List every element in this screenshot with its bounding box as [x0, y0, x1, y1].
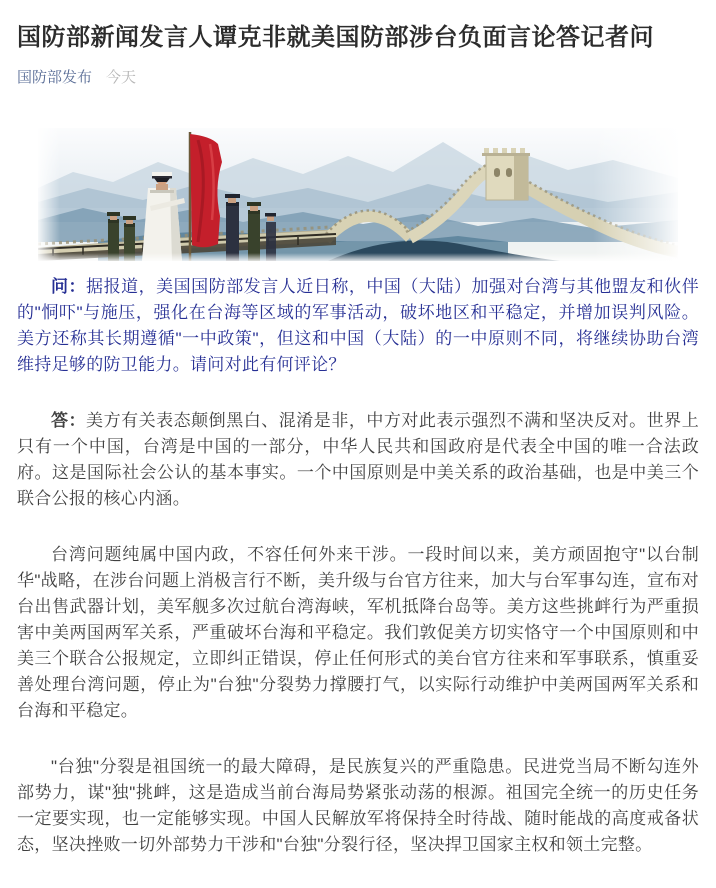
account-link[interactable]: 国防部发布	[17, 69, 93, 87]
answer-paragraph-3: "台独"分裂是祖国统一的最大障碍，是民族复兴的严重隐患。民进党当局不断勾连外部势力，谋"独"挑衅，这是造成当前台海局势紧张动荡的根源。祖国完全统一的历史任务一定要实现，也一定能够实现。中国人民解放军将保持全时待战、随时能战的高度戒备状态，坚决挫败一切外部势力干涉和"台独"分裂行径，坚决捍卫国家主权和领土完整。	[17, 757, 699, 855]
answer-paragraph-1	[17, 408, 699, 512]
byline	[17, 66, 699, 87]
question-paragraph	[17, 274, 699, 378]
answer-label: 答：	[51, 411, 87, 431]
question-label: 问：	[51, 277, 87, 297]
page-title: 国防部新闻发言人谭克非就美国防部涉台负面言论答记者问	[17, 24, 654, 51]
article-header	[0, 0, 716, 87]
answer-paragraph-2: 台湾问题纯属中国内政，不容任何外来干涉。一段时间以来，美方顽固抱守"以台制华"战略，在涉台问题上消极言行不断，美升级与台官方往来，加大与台军事勾连，宣布对台出售武器计划，美军舰多次过航台湾海峡，军机抵降台岛等。美方这些挑衅行为严重损害中美两国两军关系，严重破坏台海和平稳定。我们敦促美方切实恪守一个中国原则和中美三个联合公报规定，立即纠正错误，停止任何形式的美台官方往来和军事联系，慎重妥善处理台湾问题，停止为"台独"分裂势力撑腰打气，以实际行动维护中美两国两军关系和台海和平稳定。	[17, 545, 699, 721]
honor-guard-great-wall-illustration	[38, 128, 678, 261]
question-text: 据报道，美国国防部发言人近日称，中国（大陆）加强对台湾与其他盟友和伙伴的"恫吓"与施压，强化在台海等区域的军事活动，破坏地区和平稳定，并增加误判风险。美方还称其长期遵循"一中政策"，但这和中国（大陆）的一中原则不同，将继续协助台湾维持足够的防卫能力。请问对此有何评论？	[17, 277, 699, 375]
answer-text-1: 美方有关表态颠倒黑白、混淆是非，中方对此表示强烈不满和坚决反对。世界上只有一个中国，台湾是中国的一部分，中华人民共和国政府是代表全中国的唯一合法政府。这是国际社会公认的基本事实。一个中国原则是中美关系的政治基础，也是中美三个联合公报的核心内涵。	[17, 411, 699, 509]
article-banner-image[interactable]	[38, 128, 678, 261]
article-body	[0, 274, 716, 858]
publish-date: 今天	[106, 69, 137, 87]
